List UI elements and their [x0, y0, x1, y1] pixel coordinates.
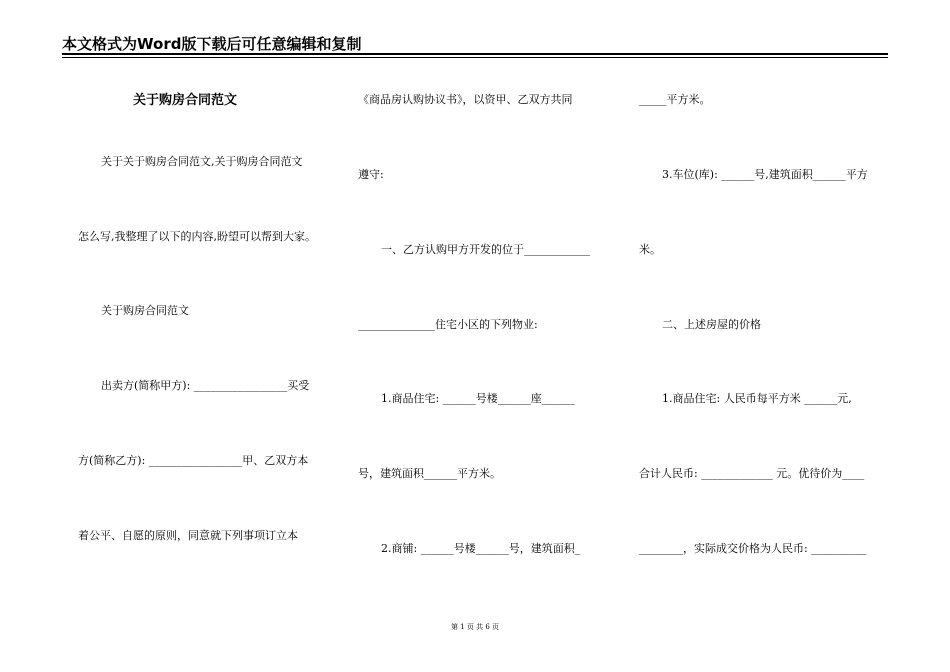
- paragraph-line: _____平方米。: [639, 93, 711, 106]
- header-rule-thick: [62, 53, 888, 55]
- paragraph-line: 《商品房认购协议书》，以资甲、乙双方共同: [358, 93, 573, 106]
- paragraph-line: 一、乙方认购甲方开发的位于____________: [381, 243, 590, 256]
- paragraph-line: 米。: [639, 243, 661, 256]
- paragraph-line: ______________住宅小区的下列物业:: [358, 318, 538, 331]
- header-rule-thin: [62, 57, 888, 58]
- paragraph-line: 出卖方(简称甲方): _________________买受: [101, 379, 310, 392]
- paragraph-line: 遵守:: [358, 168, 384, 181]
- paragraph-line: 合计人民币: _____________ 元。优待价为____: [639, 467, 865, 480]
- paragraph-line: 关于关于购房合同范文,关于购房合同范文: [101, 155, 303, 168]
- paragraph-line: 关于购房合同范文: [101, 304, 189, 317]
- paragraph-line: 着公平、自愿的原则，同意就下列事项订立本: [78, 529, 298, 542]
- paragraph-line: 1.商品住宅: ______号楼______座______: [381, 392, 575, 405]
- document-header: 本文格式为Word版下载后可任意编辑和复制: [62, 35, 362, 53]
- paragraph-line: ________，实际成交价格为人民币: __________: [639, 542, 867, 555]
- paragraph-line: 方(简称乙方): _________________甲、乙双方本: [78, 454, 309, 467]
- paragraph-line: 怎么写,我整理了以下的内容,盼望可以帮到大家。: [78, 230, 316, 243]
- paragraph-line: 2.商铺: ______号楼______号，建筑面积_: [381, 542, 581, 555]
- paragraph-line: 1.商品住宅: 人民币每平方米 ______元,: [662, 392, 852, 405]
- page-number: 第 1 页 共 6 页: [450, 623, 500, 631]
- document-title: 关于购房合同范文: [133, 93, 238, 108]
- paragraph-line: 3.车位(库): ______号,建筑面积______平方: [662, 168, 868, 181]
- paragraph-line: 号，建筑面积______平方米。: [358, 467, 501, 480]
- paragraph-line: 二、上述房屋的价格: [662, 318, 761, 331]
